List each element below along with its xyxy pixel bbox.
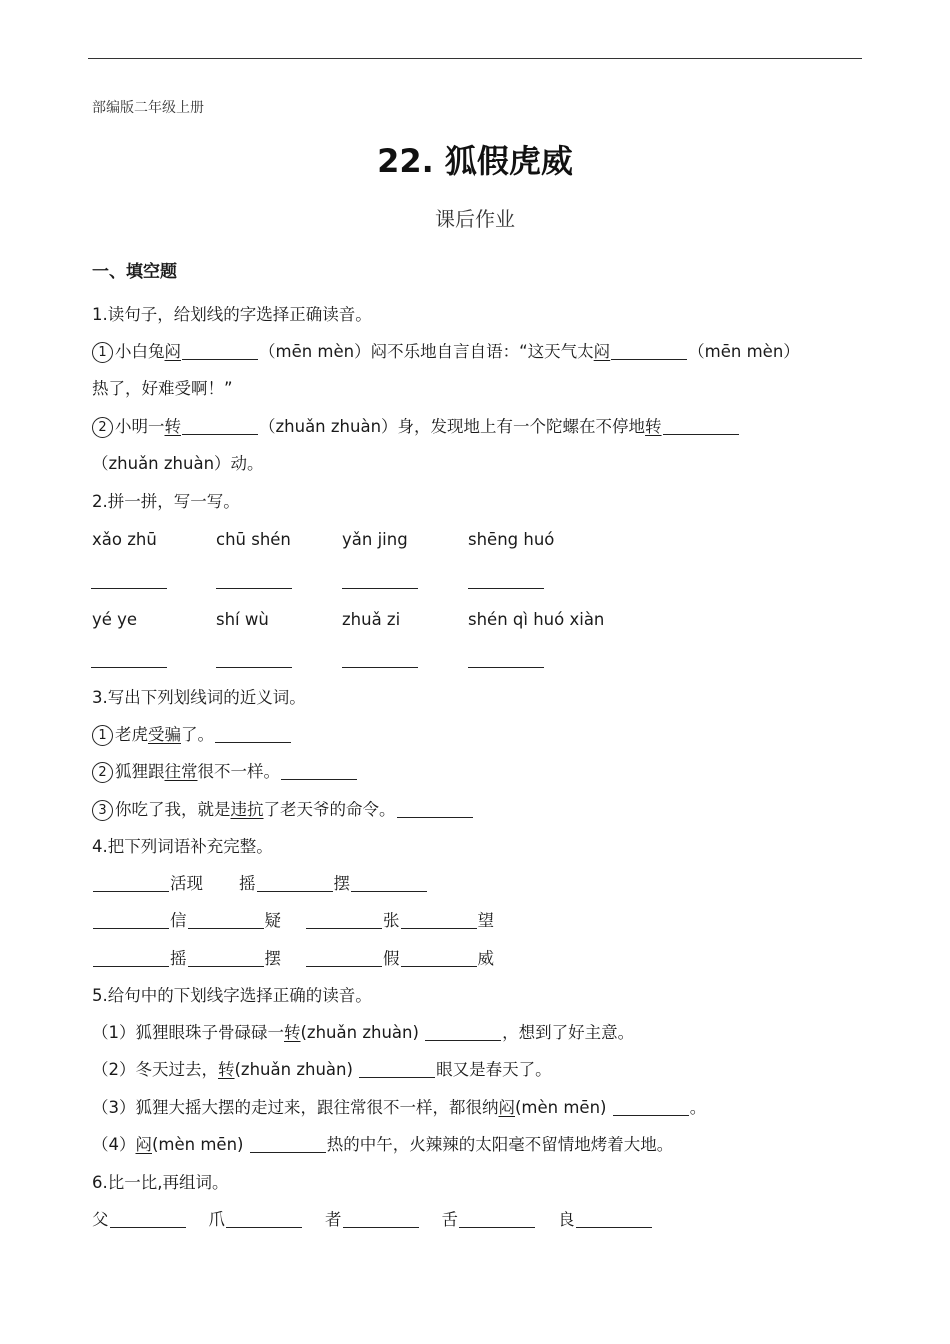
answer-blank[interactable] [359, 1059, 435, 1078]
answer-blank[interactable] [468, 667, 544, 668]
q1-item-2-cont: （zhuǎn zhuàn）动。 [92, 454, 264, 473]
answer-blank[interactable] [343, 1209, 419, 1228]
answer-blank[interactable] [93, 910, 169, 929]
answer-blank[interactable] [93, 873, 169, 892]
answer-blank[interactable] [397, 799, 473, 818]
answer-blank[interactable] [188, 910, 264, 929]
answer-blank[interactable] [182, 341, 258, 360]
answer-blank[interactable] [468, 588, 544, 589]
answer-blank[interactable] [250, 1134, 326, 1153]
q4-row: 摇 摆 假 威 [92, 947, 494, 971]
answer-blank[interactable] [215, 724, 291, 743]
answer-blank[interactable] [576, 1209, 652, 1228]
q1-item-2: 2 小明一转 （zhuǎn zhuàn）身，发现地上有一个陀螺在不停地转 [92, 415, 740, 439]
q5-stem: 5.给句中的下划线字选择正确的读音。 [92, 986, 372, 1005]
q1-item-1: 1 小白兔闷 （mēn mèn）闷不乐地自言自语：“这天气太闷 （mēn mèn） [92, 340, 800, 364]
answer-blank[interactable] [401, 910, 477, 929]
pinyin-cell: shén qì huó xiàn [468, 610, 605, 629]
circle-number: 2 [92, 417, 113, 438]
pinyin-cell: yǎn jing [342, 530, 408, 549]
answer-blank[interactable] [306, 948, 382, 967]
answer-blank[interactable] [216, 667, 292, 668]
answer-blank[interactable] [663, 416, 739, 435]
q4-row: 活现 摇 摆 [92, 872, 428, 896]
section-heading: 一、填空题 [92, 262, 177, 282]
answer-blank[interactable] [257, 873, 333, 892]
circle-number: 2 [92, 762, 113, 783]
answer-blank[interactable] [91, 588, 167, 589]
answer-blank[interactable] [91, 667, 167, 668]
pinyin-cell: yé ye [92, 610, 138, 629]
q5-item: （1）狐狸眼珠子骨碌碌一转(zhuǎn zhuàn) ，想到了好主意。 [92, 1023, 635, 1042]
answer-blank[interactable] [351, 873, 427, 892]
q3-item: 2 狐狸跟往常很不一样。 [92, 760, 358, 784]
q3-item: 3 你吃了我，就是违抗了老天爷的命令。 [92, 798, 474, 822]
pinyin-cell: zhuǎ zi [342, 610, 401, 629]
answer-blank[interactable] [342, 588, 418, 589]
q3-item: 1 老虎受骗了。 [92, 723, 292, 747]
q5-item: （2）冬天过去，转(zhuǎn zhuàn) 眼又是春天了。 [92, 1060, 552, 1079]
answer-blank[interactable] [216, 588, 292, 589]
q6-row: 父 爪 者 舌 良 [92, 1208, 653, 1232]
page-title: 22. 狐假虎威 [377, 142, 573, 180]
q5-item: （3）狐狸大摇大摆的走过来，跟往常很不一样，都很纳闷(mèn mēn) 。 [92, 1098, 707, 1117]
circle-number: 1 [92, 342, 113, 363]
circle-number: 1 [92, 725, 113, 746]
pinyin-cell: shí wù [216, 610, 269, 629]
answer-blank[interactable] [93, 948, 169, 967]
pinyin-cell: xǎo zhū [92, 530, 157, 549]
answer-blank[interactable] [306, 910, 382, 929]
header-rule [88, 58, 862, 59]
q3-stem: 3.写出下列划线词的近义词。 [92, 688, 306, 707]
answer-blank[interactable] [401, 948, 477, 967]
q4-stem: 4.把下列词语补充完整。 [92, 837, 273, 856]
q1-stem: 1.读句子，给划线的字选择正确读音。 [92, 305, 372, 324]
answer-blank[interactable] [342, 667, 418, 668]
answer-blank[interactable] [611, 341, 687, 360]
answer-blank[interactable] [182, 416, 258, 435]
answer-blank[interactable] [226, 1209, 302, 1228]
q5-item: （4）闷(mèn mēn) 热的中午，火辣辣的太阳毫不留情地烤着大地。 [92, 1135, 674, 1154]
q1-item-1-cont: 热了，好难受啊！” [92, 379, 233, 398]
answer-blank[interactable] [613, 1097, 689, 1116]
q4-row: 信 疑 张 望 [92, 909, 494, 933]
page-subtitle: 课后作业 [435, 207, 515, 231]
answer-blank[interactable] [188, 948, 264, 967]
answer-blank[interactable] [281, 761, 357, 780]
edition-label: 部编版二年级上册 [92, 100, 204, 116]
answer-blank[interactable] [459, 1209, 535, 1228]
q6-stem: 6.比一比,再组词。 [92, 1173, 229, 1192]
q2-stem: 2.拼一拼，写一写。 [92, 492, 240, 511]
answer-blank[interactable] [110, 1209, 186, 1228]
pinyin-cell: chū shén [216, 530, 291, 549]
circle-number: 3 [92, 800, 113, 821]
answer-blank[interactable] [425, 1022, 501, 1041]
pinyin-cell: shēng huó [468, 530, 555, 549]
